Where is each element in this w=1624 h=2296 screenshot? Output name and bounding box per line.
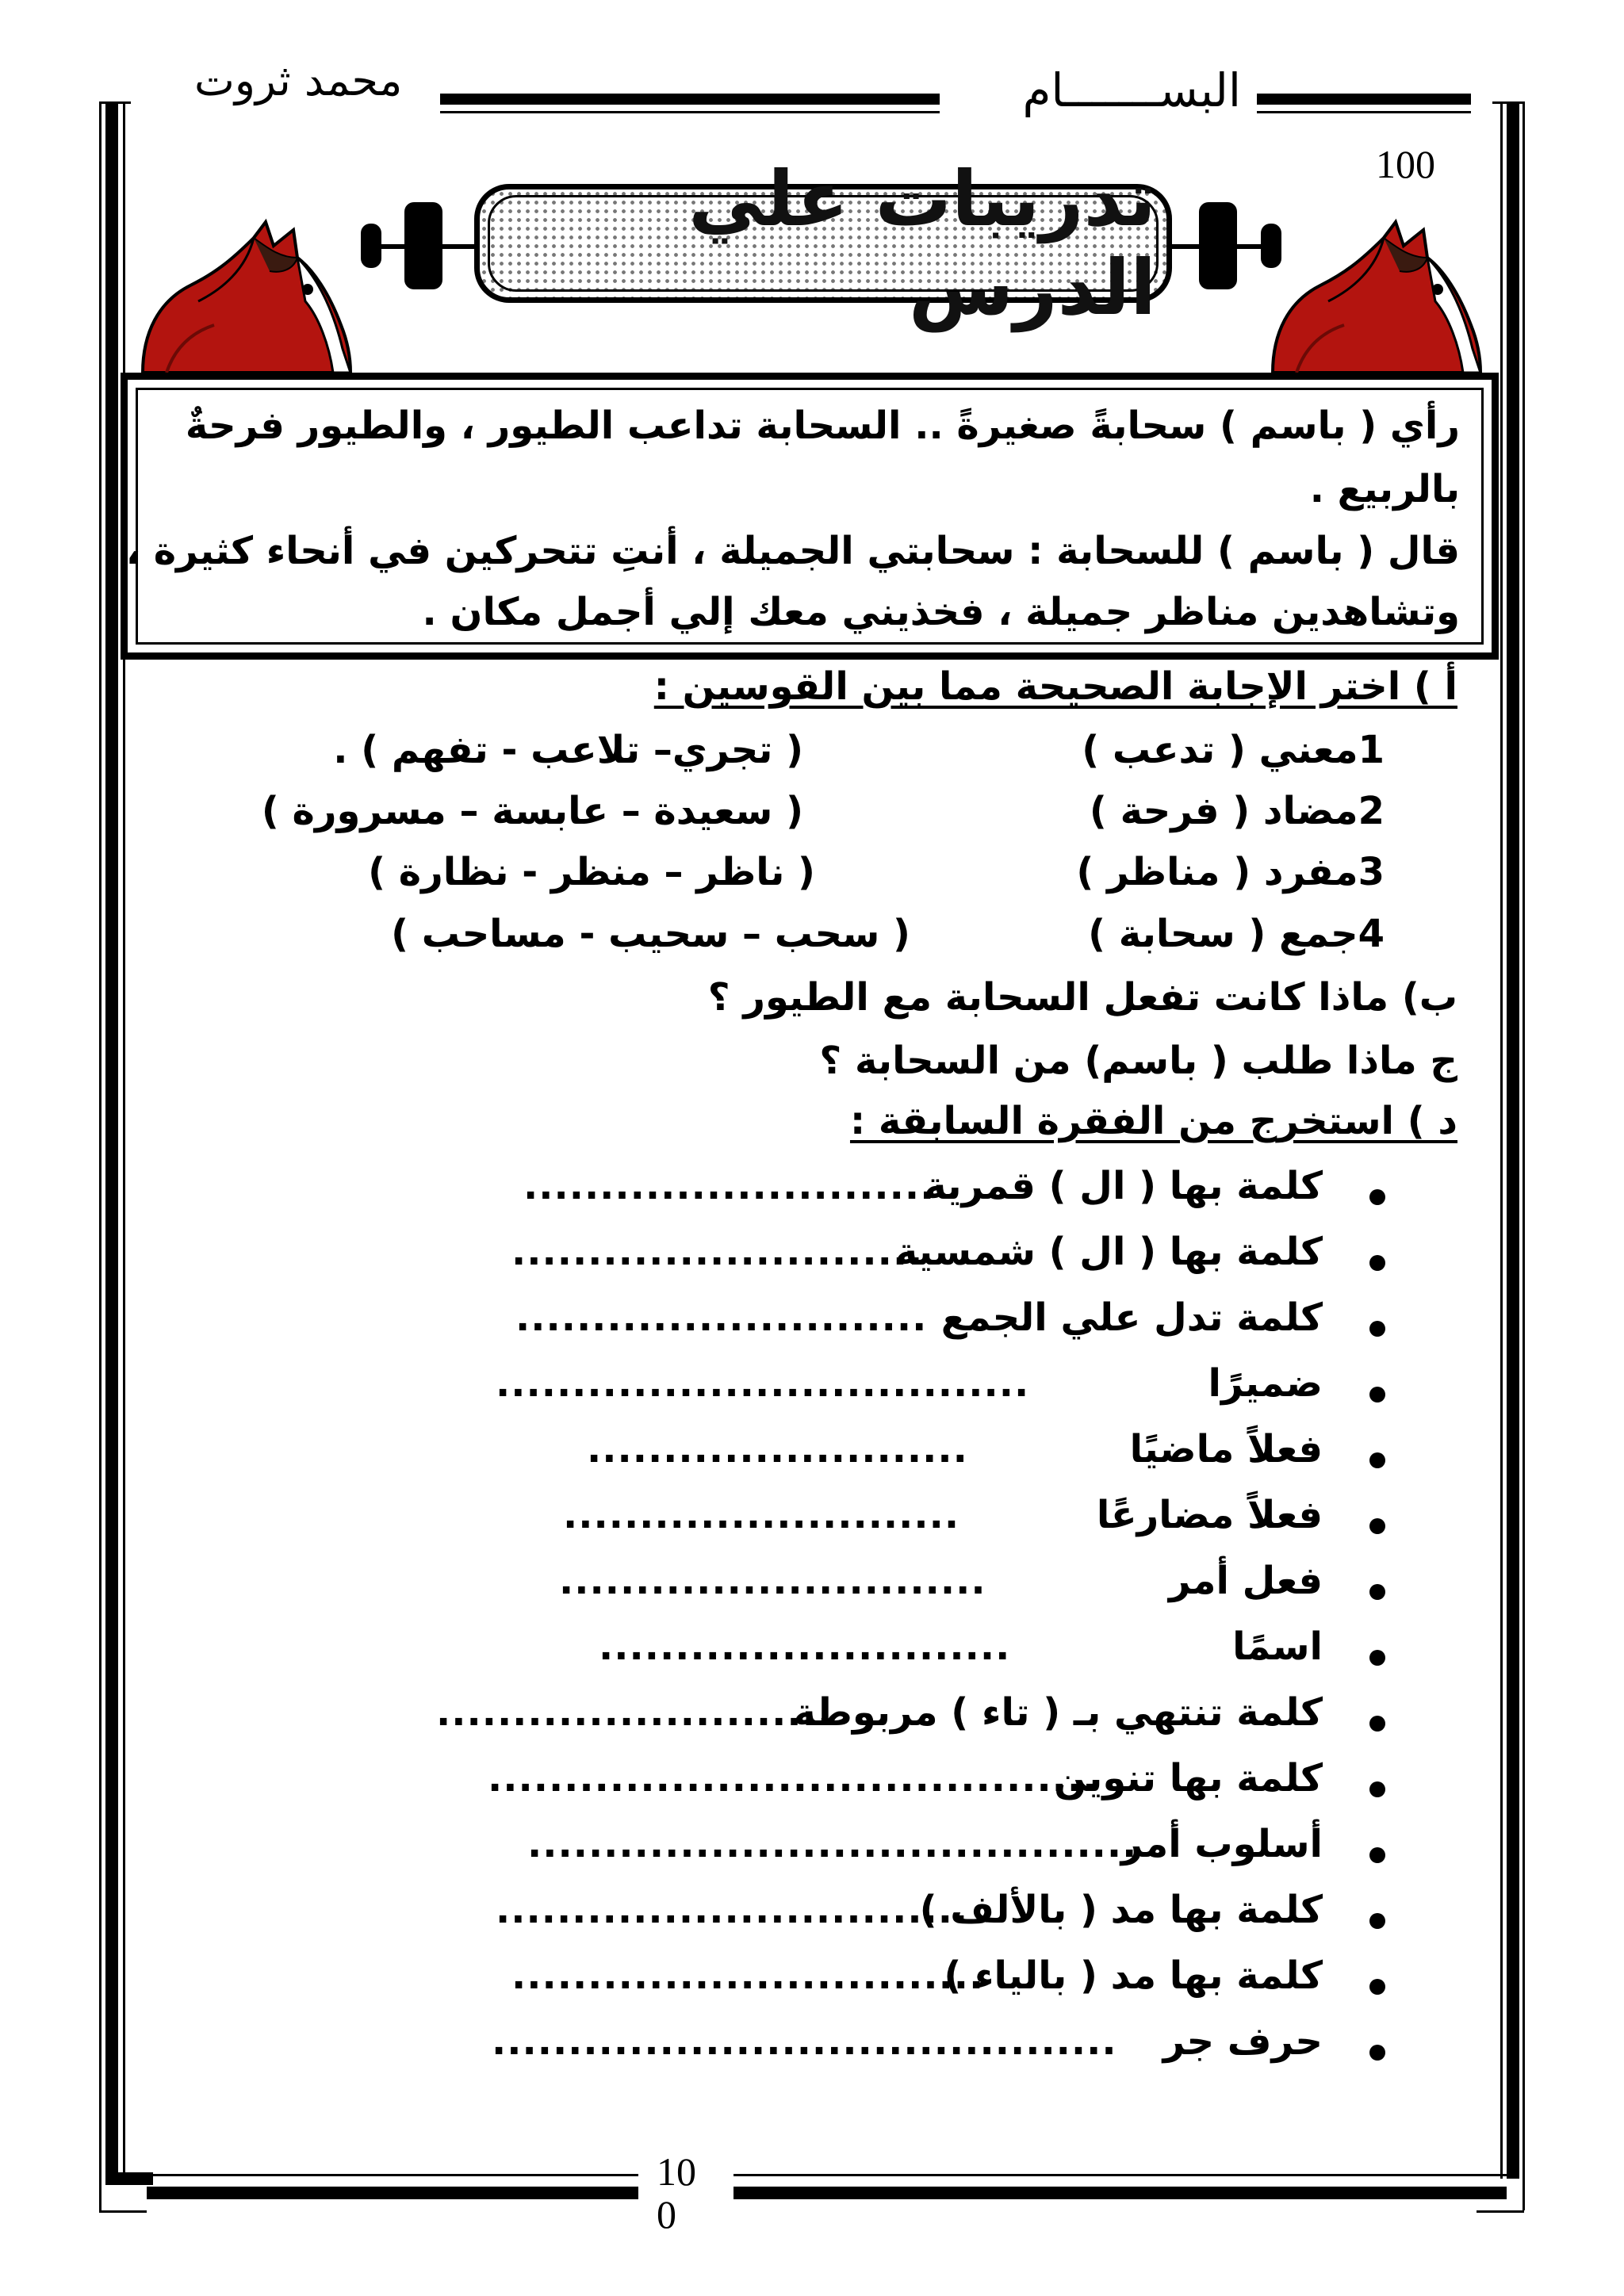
question-a-choices-1: ( تجري– تلاعب - تفهم ) . — [333, 728, 803, 772]
extract-item-label: كلمة بها ( ال ) شمسية — [895, 1230, 1323, 1274]
answer-blank[interactable]: ............................... — [511, 1954, 985, 1998]
passage-line-2: بالربيع . — [1309, 467, 1460, 511]
passage-line-1: رأي ( باسم ) سحابةً صغيرةً .. السحابة تداعب الطيور ، والطيور فرحةٌ — [185, 404, 1460, 448]
header-rule-left-thin — [440, 111, 940, 113]
author-name: محمد ثروت — [194, 55, 403, 105]
extract-item-label: فعل أمر — [1168, 1559, 1323, 1603]
question-a-prompt-3: 3مفرد ( مناظر ) — [1076, 850, 1385, 894]
extract-item-label: كلمة بها مد ( بالياء ) — [944, 1954, 1323, 1998]
answer-blank[interactable]: ......................... — [587, 1427, 968, 1471]
extract-item-label: فعلاً مضارعًا — [1096, 1493, 1323, 1537]
extract-item-label: كلمة تدل علي الجمع — [940, 1295, 1323, 1340]
bullet-icon — [1369, 1781, 1385, 1797]
bullet-icon — [1369, 1255, 1385, 1271]
passage-line-4: وتشاهدين مناظر جميلة ، فخذيني معك إلي أجمل مكان . — [422, 590, 1460, 634]
answer-blank[interactable]: .......................... — [563, 1493, 960, 1537]
banner-cap-left-small — [361, 224, 381, 268]
bullet-icon — [1369, 1584, 1385, 1600]
banner — [474, 155, 1172, 332]
question-a-prompt-4: 4جمع ( سحابة ) — [1088, 912, 1385, 956]
banner-title: تدريبات علي الدرس — [688, 155, 1156, 332]
horse-head-icon-left — [135, 214, 357, 373]
answer-blank[interactable]: ................................... — [496, 1361, 1030, 1406]
header-rule-right-thick — [1257, 94, 1471, 105]
answer-blank[interactable]: ......................................... — [492, 2019, 1117, 2064]
answer-blank[interactable]: ........................... — [515, 1295, 928, 1340]
footer-page-number — [657, 2149, 696, 2237]
answer-blank[interactable]: ........................... — [523, 1164, 936, 1208]
extract-item-label: كلمة بها مد ( بالألف ) — [919, 1888, 1323, 1932]
bullet-icon — [1369, 1913, 1385, 1929]
bullet-icon — [1369, 1716, 1385, 1732]
bullet-icon — [1369, 1387, 1385, 1402]
extract-item-label: كلمة بها تنوين — [1054, 1756, 1323, 1800]
question-a-choices-2: ( سعيدة – عابسة – مسرورة ) — [261, 789, 803, 833]
horse-head-icon-right — [1265, 214, 1487, 373]
answer-blank[interactable]: ........................................ — [488, 1756, 1098, 1800]
header-rule-right-thin — [1257, 111, 1471, 113]
question-a-choices-3: ( ناظر – منظر - نظارة ) — [368, 850, 815, 894]
bullet-icon — [1369, 1321, 1385, 1337]
answer-blank[interactable]: ............................ — [559, 1559, 986, 1603]
bullet-icon — [1369, 2045, 1385, 2061]
bullet-icon — [1369, 1518, 1385, 1534]
bullet-icon — [1369, 1650, 1385, 1666]
question-a-prompt-2: 2مضاد ( فرحة ) — [1089, 789, 1385, 833]
page-number: 100 — [1376, 142, 1435, 186]
passage-line-3: قال ( باسم ) للسحابة : سحابتي الجميلة ، أنتِ تتحركين في أنحاء كثيرة ، — [125, 529, 1460, 573]
answer-blank[interactable]: ........................... — [599, 1624, 1011, 1669]
question-b: ب) ماذا كانت تفعل السحابة مع الطيور ؟ — [707, 975, 1457, 1020]
footer-page-number-line-1: 10 — [657, 2149, 696, 2194]
banner-cap-left-large — [404, 202, 442, 289]
question-a-title: أ ) اختر الإجابة الصحيحة مما بين القوسين : — [653, 664, 1457, 709]
banner-cap-right-large — [1199, 202, 1237, 289]
bullet-icon — [1369, 1452, 1385, 1468]
question-a-choices-4: ( سحب – سحيب - مساحب ) — [391, 912, 910, 956]
answer-blank[interactable]: ........................................ — [527, 1822, 1138, 1866]
answer-blank[interactable]: .......................... — [436, 1690, 833, 1735]
footer-page-number-line-2: 0 — [657, 2192, 676, 2237]
bullet-icon — [1369, 1189, 1385, 1205]
question-a-prompt-1: 1معني ( تدعب ) — [1082, 728, 1385, 772]
passage-box — [121, 373, 1499, 660]
extract-item-label: ضميرًا — [1208, 1361, 1323, 1406]
bullet-icon — [1369, 1847, 1385, 1863]
brand-title: البســـــــام — [1022, 63, 1241, 117]
question-d-title: د ) استخرج من الفقرة السابقة : — [849, 1099, 1457, 1143]
extract-item-label: حرف جر — [1162, 2019, 1323, 2064]
answer-blank[interactable]: ........................... — [511, 1230, 924, 1274]
question-c: ج ماذا طلب ( باسم) من السحابة ؟ — [819, 1039, 1457, 1083]
answer-blank[interactable]: ............................... — [496, 1888, 969, 1932]
extract-item-label: كلمة تنتهي بـ ( تاء ) مربوطة — [793, 1690, 1323, 1735]
extract-item-label: فعلاً ماضيًا — [1129, 1427, 1323, 1471]
extract-item-label: أسلوب أمر — [1120, 1822, 1323, 1866]
bullet-icon — [1369, 1979, 1385, 1995]
extract-item-label: اسمًا — [1232, 1624, 1323, 1669]
header-rule-left-thick — [440, 94, 940, 105]
extract-item-label: كلمة بها ( ال ) قمرية — [924, 1164, 1323, 1208]
